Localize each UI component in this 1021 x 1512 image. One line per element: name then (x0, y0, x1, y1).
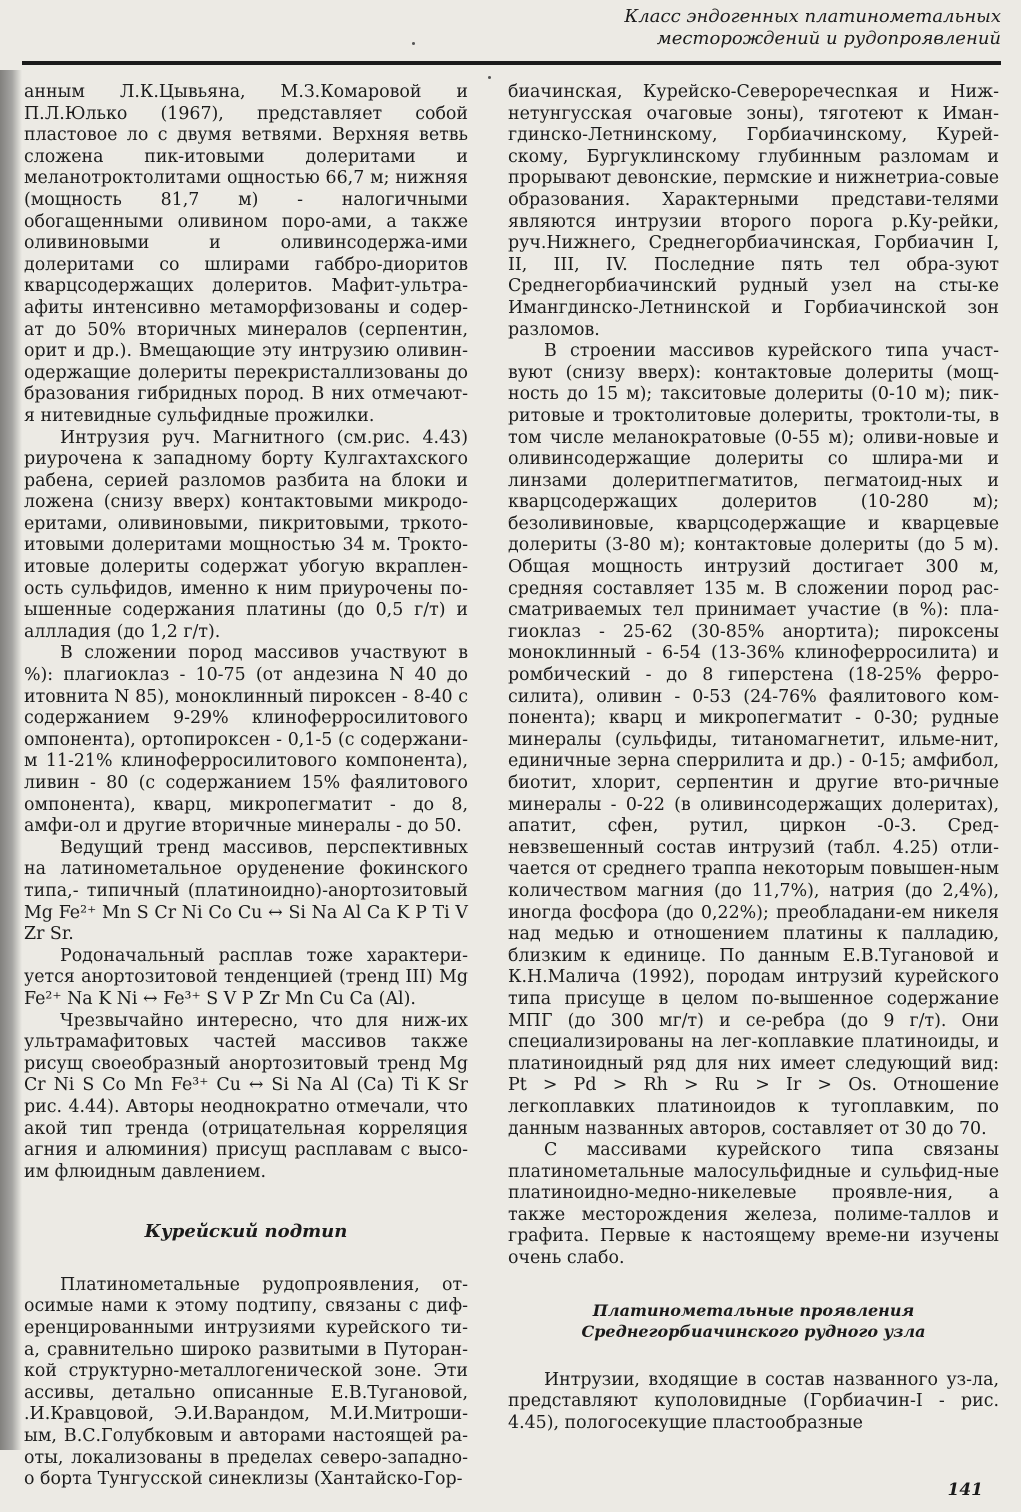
paragraph: Интрузия руч. Магнитного (см.рис. 4.43) риурочена к западному борту Кулгахтахского рабена, серией разломов разбита на блоки и ложена (снизу вверх) контактовыми микродо-еритами, оливиновыми, пикритовыми, тркото-итовыми долеритами мощностью 34 м. Трокто-итовые долериты содержат убогую вкраплен-ость сульфидов, именно к ним приурочены по-ышенные содержания платины (до 0,5 г/т) и аллладия (до 1,2 г/т). (24, 427, 468, 642)
paragraph: Чрезвычайно интересно, что для ниж-их ультрамафитовых частей массивов также рисущ своеобразный анортозитовый тренд Mg Cr Ni S Co Mn Fe³⁺ Cu ↔ Si Na Al (Ca) Ti K Sr рис. 4.44). Авторы неоднократно отмечали, что акой тип тренда (отрицательная корреляция агния и алюминия) присущ расплавам с высо-им флюидным давлением. (24, 1010, 468, 1182)
speck (488, 76, 491, 79)
right-column (508, 82, 999, 1434)
paragraph: анным Л.К.Цывьяна, М.З.Комаровой и П.Л.Юлько (1967), представляет собой пластовое ло с двумя ветвями. Верхняя ветвь сложена пик-итовыми долеритами и меланотроктолитами ощностью 66,7 м; нижняя (мощность 81,7 м) - налогичными обогащенными оливином поро-ами, а также оливиновыми и оливинсодержа-ими долеритами со шлирами габбро-диоритов кварцсодержащих долеритов. Мафит-ультра-афиты интенсивно метаморфизованы и содер-ат до 50% вторичных минералов (серпентин, орит и др.). Вмещающие эту интрузию оливин-одержащие долериты перекристаллизованы до бразования гибридных пород. В них отмечают-я нитевидные сульфидные прожилки. (24, 82, 468, 426)
left-column (24, 82, 468, 1491)
paragraph: С массивами курейского типа связаны платинометальные малосульфидные и сульфид-ные платиноидно-медно-никелевые проявле-ния, а также месторождения железа, полиме-таллов и графита. Первые к настоящему време-ни изучены очень слабо. (508, 1140, 999, 1269)
paragraph: В сложении пород массивов участвуют в %): плагиоклаз - 10-75 (от андезина N 40 до итовнита N 85), моноклинный пироксен - 8-40 с содержанием 9-29% клиноферросилитового омпонента), ортопироксен - 0,1-5 (с содержани-м 11-21% клиноферросилитового компонента), ливин - 80 (с содержанием 15% фаялитового омпонента), кварц, микропегматит - до 8, амфи-ол и другие вторичные минералы - до 50. (24, 643, 468, 837)
header-line-1: Класс эндогенных платинометальных (624, 6, 1001, 27)
paragraph: Платинометальные рудопроявления, от-осимые нами к этому подтипу, связаны с диф-еренцированными интрузиями курейского ти-а, сравнительно широко развитыми в Путоран-кой структурно-металлогенической зоне. Эти ассивы, детально описанные Е.В.Тугановой, .И.Кравцовой, Э.И.Варандом, М.И.Митроши-ым, В.С.Голубковым и авторами настоящей ра-оты, локализованы в пределах северо-западно-о борта Тунгусской синеклизы (Хантайско-Гор- (24, 1274, 468, 1490)
speck (412, 42, 415, 45)
running-header (441, 6, 1001, 50)
paragraph: В строении массивов курейского типа участ-вуют (снизу вверх): контактовые долериты (мощ-ность до 15 м); такситовые долериты (0-10 м); пик-ритовые и троктолитовые долериты, троктоли-ты, в том числе меланократовые (0-55 м); оливи-новые и оливинсодержащие долериты со шлира-ми и линзами долеритпегматитов, пегматоид-ных и кварцсодержащих долеритов (10-280 м); безоливиновые, кварцсодержащие и кварцевые долериты (3-80 м); контактовые долериты (до 5 м). Общая мощность интрузий достигает 300 м, средняя составляет 135 м. В сложении пород рас-сматриваемых тел принимает участие (в %): пла-гиоклаз - 25-62 (30-85% анортита); пироксены моноклинный - 6-54 (13-36% клиноферросилита) и ромбический - до 8 гиперстена (18-25% ферро-силита), оливин - 0-53 (24-76% фаялитового ком-понента); кварц и микропегматит - 0-30; рудные минералы (сульфиды, титаномагнетит, ильме-нит, единичные зерна сперрилита и др.) - 0-15; амфибол, биотит, хлорит, серпентин и другие вто-ричные минералы - 0-22 (в оливинсодержащих долеритах), апатит, сфен, рутил, циркон -0-3. Сред-невзвешенный состав интрузий (табл. 4.25) отли-чается от среднего траппа некоторым повышен-ным количеством магния (до 11,7%), натрия (до 2,4%), иногда фосфора (до 0,22%); преобладани-ем никеля над медью и отношением платины к палладию, близким к единице. По данным Е.В.Тугановой и К.Н.Малича (1992), породам интрузий курейского типа присуще в целом по-вышенное содержание МПГ (до 300 мг/т) и се-ребра (до 9 г/т). Они специализированы на лег-коплавкие платиноиды, и платиноидный ряд для них имеет следующий вид: Pt > Pd > Rh > Ru > Ir > Os. Отношение легкоплавких платиноидов к тугоплавким, по данным названных авторов, составляет от 30 до 70. (508, 341, 999, 1139)
subsection-heading-line-1: Платинометальные проявления (592, 1300, 915, 1320)
header-line-2: месторождений и рудопроявлений (656, 28, 1001, 49)
section-heading: Курейский подтип (144, 1221, 348, 1243)
subsection-heading-line-2: Среднегорбиачинского рудного узла (581, 1321, 926, 1341)
paragraph: биачинская, Курейско-Североречесnкая и Ниж-нетунгусская очаговые зоны), тяготеют к Иман-гдинско-Летнинскому, Горбиачинскому, Курей-скому, Бургуклинскому глубинным разломам и прорывают девонские, пермские и нижнетриа-совые образования. Характерными представи-телями являются интрузии второго порога р.Ку-рейки, руч.Нижнего, Среднегорбиачинская, Горбиачин I, II, III, IV. Последние пять тел обра-зуют Среднегорбиачинский рудный узел на сты-ке Имангдинско-Летнинской и Горбиачинской зон разломов. (508, 82, 999, 340)
subsection-heading (508, 1300, 999, 1342)
page-number: 141 (947, 1480, 983, 1500)
book-spine-shadow (0, 70, 22, 1450)
paragraph: Ведущий тренд массивов, перспективных на латинометальное оруденение фокинского типа,- типичный (платиноидно)-анортозитовый Mg Fe²⁺ Mn S Cr Ni Co Cu ↔ Si Na Al Ca K P Ti V Zr Sr. (24, 837, 468, 945)
header-rule (22, 61, 1001, 65)
paragraph: Интрузии, входящие в состав названного уз-ла, представляют куполовидные (Горбиачин-I - рис. 4.45), пологосекущие пластообразные (508, 1369, 999, 1433)
paragraph: Родоначальный расплав тоже характери-уется анортозитовой тенденцией (тренд III) Mg Fe²⁺ Na K Ni ↔ Fe³⁺ S V P Zr Mn Cu Ca (Al). (24, 945, 468, 1009)
